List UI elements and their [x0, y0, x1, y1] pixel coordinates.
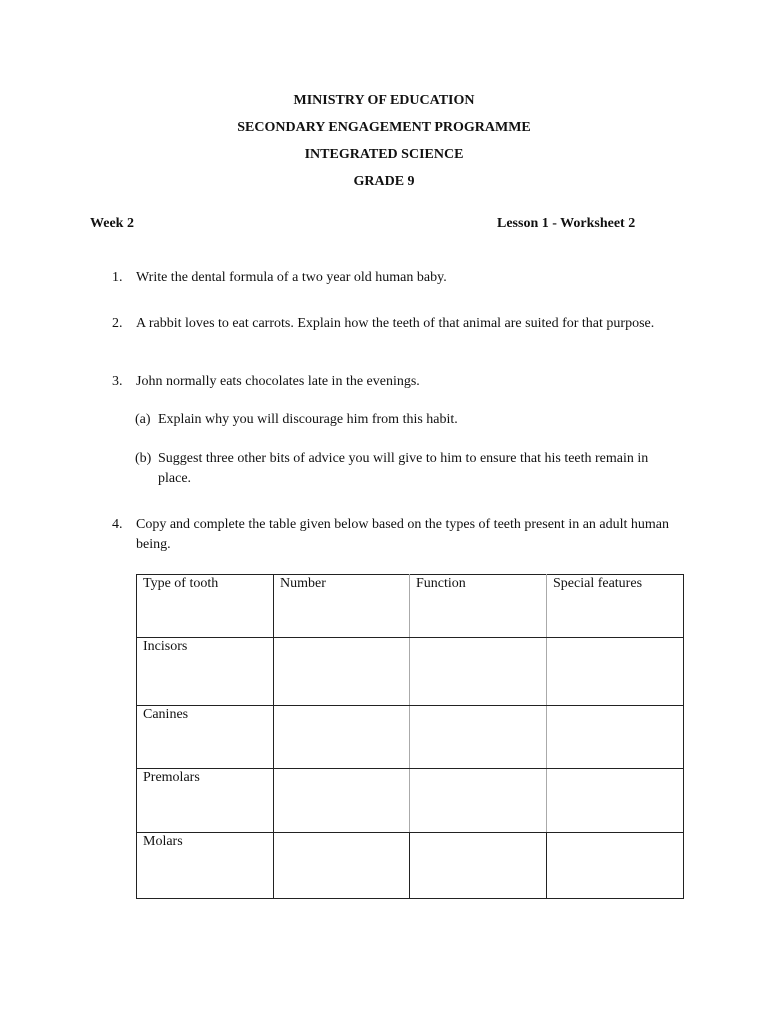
header-cell-function: Function	[410, 575, 547, 638]
row-label-cell: Premolars	[137, 769, 274, 833]
programme-title: SECONDARY ENGAGEMENT PROGRAMME	[237, 120, 531, 135]
subquestion-text: Suggest three other bits of advice you will give to him to ensure that his teeth remain in place.	[158, 451, 649, 486]
question-3	[112, 372, 672, 392]
blank-cell	[274, 833, 410, 899]
question-number: 4.	[112, 517, 123, 532]
question-number: 3.	[112, 374, 123, 389]
question-2	[112, 314, 672, 334]
blank-cell	[547, 833, 684, 899]
row-label-cell: Incisors	[137, 638, 274, 706]
subject-title: INTEGRATED SCIENCE	[304, 147, 464, 162]
blank-cell	[410, 769, 547, 833]
subquestion-b	[135, 449, 675, 489]
subquestion-text: Explain why you will discourage him from this habit.	[158, 412, 458, 427]
header-cell-number: Number	[274, 575, 410, 638]
header-cell-type: Type of tooth	[137, 575, 274, 638]
blank-cell	[547, 769, 684, 833]
question-number: 1.	[112, 270, 123, 285]
subquestion-label: (a)	[135, 412, 151, 427]
subquestion-a	[135, 410, 675, 430]
question-number: 2.	[112, 316, 123, 331]
table-row	[137, 638, 684, 706]
table-row	[137, 706, 684, 769]
question-1	[112, 268, 672, 288]
grade-title: GRADE 9	[353, 174, 415, 189]
header-cell-features: Special features	[547, 575, 684, 638]
teeth-table	[136, 574, 684, 899]
week-label: Week 2	[90, 216, 134, 231]
question-4	[112, 515, 672, 555]
row-label-cell: Molars	[137, 833, 274, 899]
table-row	[137, 769, 684, 833]
ministry-title: MINISTRY OF EDUCATION	[293, 93, 475, 108]
table-header-row	[137, 575, 684, 638]
subquestion-label: (b)	[135, 451, 152, 466]
table-row	[137, 833, 684, 899]
question-text: Write the dental formula of a two year old human baby.	[136, 270, 447, 285]
row-label-cell: Canines	[137, 706, 274, 769]
blank-cell	[547, 638, 684, 706]
blank-cell	[410, 833, 547, 899]
blank-cell	[274, 638, 410, 706]
blank-cell	[274, 706, 410, 769]
blank-cell	[547, 706, 684, 769]
question-text: A rabbit loves to eat carrots. Explain how the teeth of that animal are suited for that purpose.	[136, 316, 655, 331]
question-text: John normally eats chocolates late in the evenings.	[136, 374, 420, 389]
lesson-label: Lesson 1 - Worksheet 2	[497, 216, 636, 231]
question-text: Copy and complete the table given below based on the types of teeth present in an adult human being.	[136, 517, 670, 552]
blank-cell	[274, 769, 410, 833]
blank-cell	[410, 638, 547, 706]
blank-cell	[410, 706, 547, 769]
